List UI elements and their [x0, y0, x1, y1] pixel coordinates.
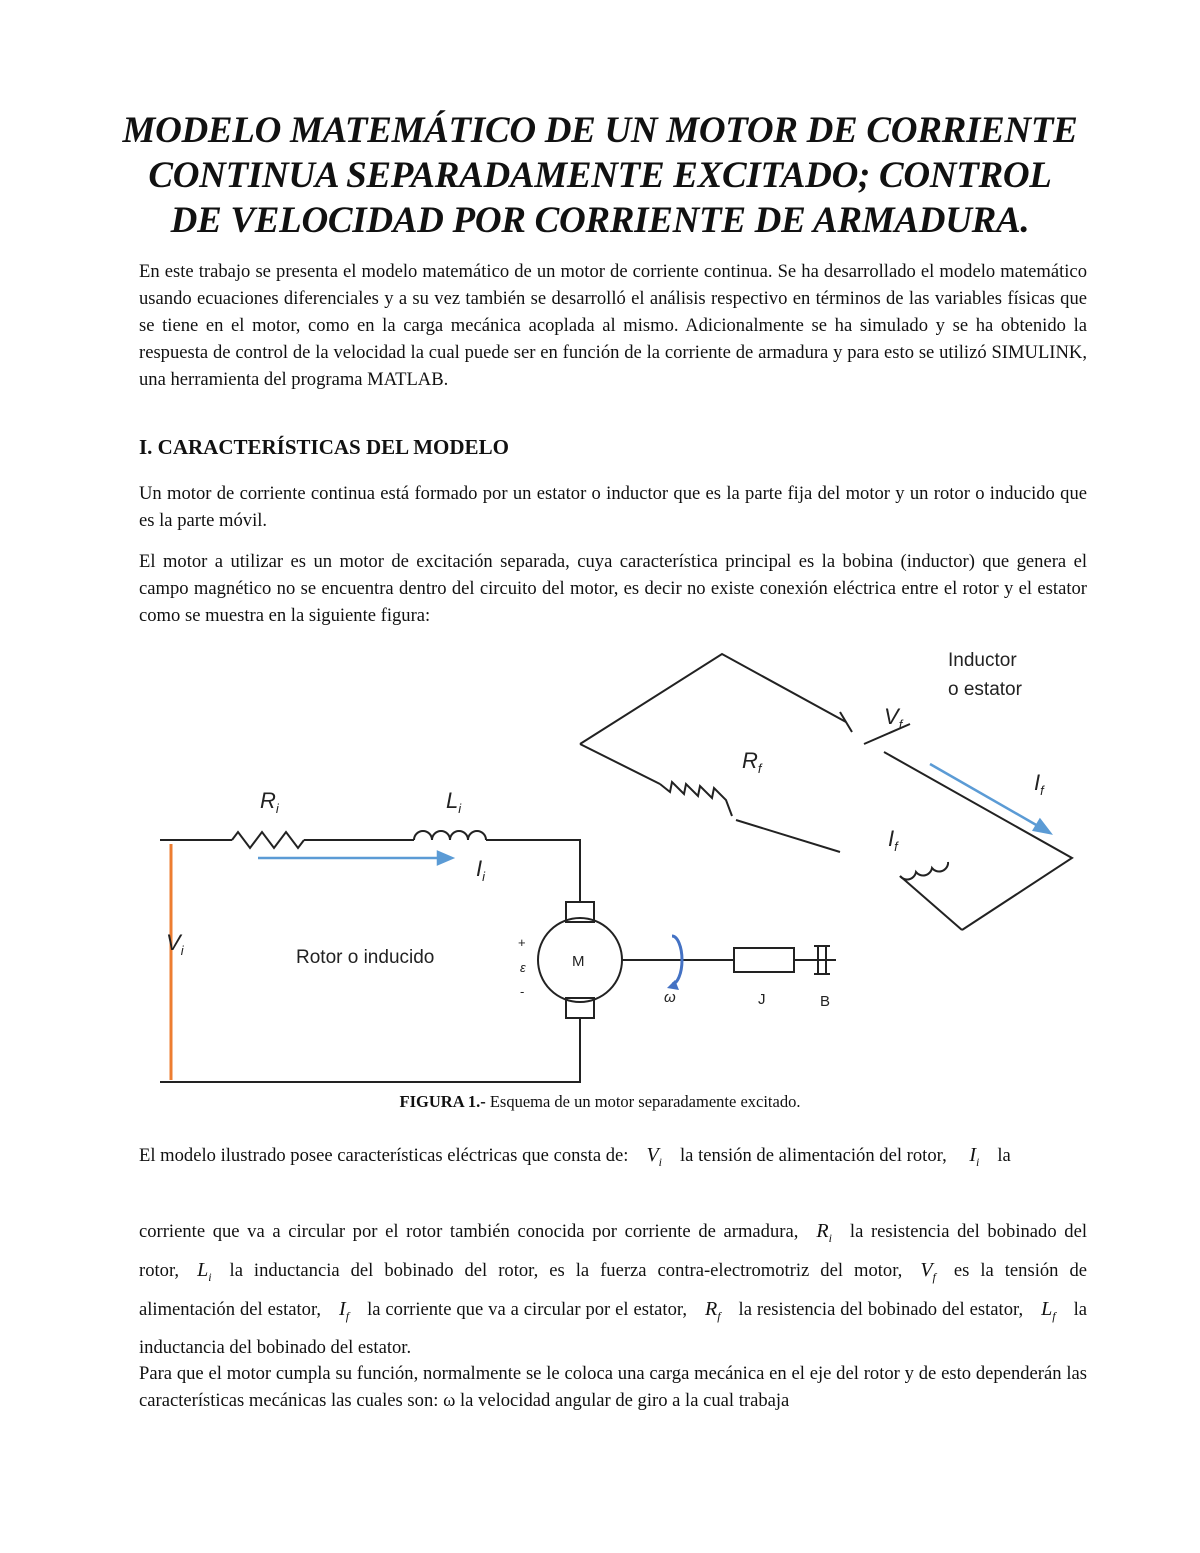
rotor-wire-bottom	[160, 1018, 580, 1082]
p3-text-2: la tensión de alimentación del rotor,	[680, 1145, 947, 1166]
section-heading: I. CARACTERÍSTICAS DEL MODELO	[139, 435, 509, 459]
motor-label: M	[572, 953, 585, 970]
label-if-bottom: $I_f$	[888, 826, 898, 854]
label-vf: $V_f$	[884, 704, 903, 732]
inductor-label-1: Inductor	[948, 650, 1017, 671]
figure-caption	[0, 1092, 1200, 1112]
electrical-characteristics-paragraph	[139, 1138, 1087, 1179]
p3-text-7: es la tensión de alimentación del estator,	[139, 1260, 1087, 1320]
symbol-if: $I_f$	[339, 1298, 350, 1323]
abstract-paragraph: En este trabajo se presenta el modelo matemático de un motor de corriente continua. Se ha desarrollado el modelo matemático usando ecuaciones diferenciales y a su vez también se desarrolló el análisis respectivo en términos de las variables físicas que se tiene en el motor, como en la carga mecánica acoplada al mismo. Adicionalmente se ha simulado y se ha obtenido la respuesta de control de la velocidad la cual puede ser en función de la corriente de armadura y para esto se utilizó SIMULINK, una herramienta del programa MATLAB.	[139, 261, 1087, 390]
electrical-characteristics-continued	[139, 1215, 1087, 1364]
p3-text-10: la inductancia del bobinado del estator.	[139, 1299, 1087, 1358]
minus-label: -	[520, 984, 525, 999]
friction-label: B	[820, 993, 831, 1010]
inertia-block	[734, 948, 794, 972]
rotor-wire-top-right	[486, 840, 580, 902]
label-if-top: $I_f$	[1034, 770, 1044, 798]
p3-text-5: la resistencia del bobinado del rotor,	[139, 1221, 1087, 1281]
section-paragraph-1: Un motor de corriente continua está formado por un estator o inductor que es la parte fija del motor y un rotor o inducido que es la parte móvil.	[139, 483, 1087, 531]
figure-caption-text: Esquema de un motor separadamente excitado.	[485, 1092, 801, 1111]
p3-text-8: la corriente que va a circular por el estator,	[367, 1299, 687, 1320]
rotor-resistor-ri	[232, 832, 304, 848]
figure-caption-label: FIGURA 1.-	[399, 1092, 486, 1111]
plus-label: +	[518, 935, 526, 950]
motor-circuit-diagram	[140, 640, 1090, 1090]
symbol-li: $L_i$	[197, 1259, 212, 1284]
epsilon-label: ε	[520, 960, 526, 975]
symbol-ii: $I_i$	[969, 1144, 980, 1169]
stator-wire-bottom-right	[900, 876, 962, 930]
symbol-ri: $R_i$	[816, 1220, 832, 1245]
p3-text-6: la inductancia del bobinado del rotor, es la fuerza contra-electromotriz del motor,	[229, 1260, 903, 1281]
rotor-label: Rotor o inducido	[296, 947, 435, 968]
symbol-rf: $R_f$	[704, 1298, 721, 1323]
omega-label: ω	[664, 989, 676, 1006]
label-vi: $V_i$	[166, 930, 184, 958]
stator-wire-left	[580, 744, 660, 784]
section-paragraph-2: El motor a utilizar es un motor de excitación separada, cuya característica principal es la bobina (inductor) que genera el campo magnético no se encuentra dentro del circuito del motor, es decir no existe conexión eléctrica entre el rotor y el estator como se muestra en la siguiente figura:	[139, 551, 1087, 626]
document-title: MODELO MATEMÁTICO DE UN MOTOR DE CORRIENTE CONTINUA SEPARADAMENTE EXCITADO; CONTROL DE VELOCIDAD POR CORRIENTE DE ARMADURA.	[122, 110, 1078, 241]
stator-wire-top-left	[580, 654, 846, 744]
stator-wire-lf-to-rf	[736, 820, 840, 852]
label-ri: $R_i$	[260, 788, 279, 816]
stator-current-arrow	[930, 764, 1038, 826]
p3-text-3: la	[997, 1145, 1011, 1166]
rotor-inductor-li	[414, 831, 486, 840]
stator-inductor-lf	[900, 862, 948, 880]
symbol-lf: $L_f$	[1041, 1298, 1056, 1323]
stator-vf-plate-left	[840, 712, 852, 732]
label-rf: $R_f$	[742, 748, 762, 776]
mechanical-characteristics-paragraph: Para que el motor cumpla su función, normalmente se le coloca una carga mecánica en el eje del rotor y de esto dependerán las características mecánicas las cuales son: ω la velocidad angular de giro a la cual trabaja	[139, 1363, 1087, 1411]
stator-wire-right	[884, 752, 1072, 930]
stator-resistor-rf	[660, 782, 732, 816]
symbol-vf: $V_f$	[920, 1259, 936, 1284]
symbol-vi: $V_i$	[646, 1144, 662, 1169]
p3-text-4: corriente que va a circular por el rotor también conocida por corriente de armadura,	[139, 1221, 799, 1242]
stator-current-arrowhead	[1034, 820, 1050, 833]
inertia-label: J	[758, 991, 766, 1008]
inductor-label-2: o estator	[948, 679, 1022, 700]
label-ii: $I_i$	[476, 856, 486, 884]
rotor-current-arrowhead	[438, 852, 452, 864]
p3-text-1: El modelo ilustrado posee características eléctricas que consta de:	[139, 1145, 629, 1166]
label-li: $L_i$	[446, 788, 462, 816]
p3-text-9: la resistencia del bobinado del estator,	[738, 1299, 1024, 1320]
